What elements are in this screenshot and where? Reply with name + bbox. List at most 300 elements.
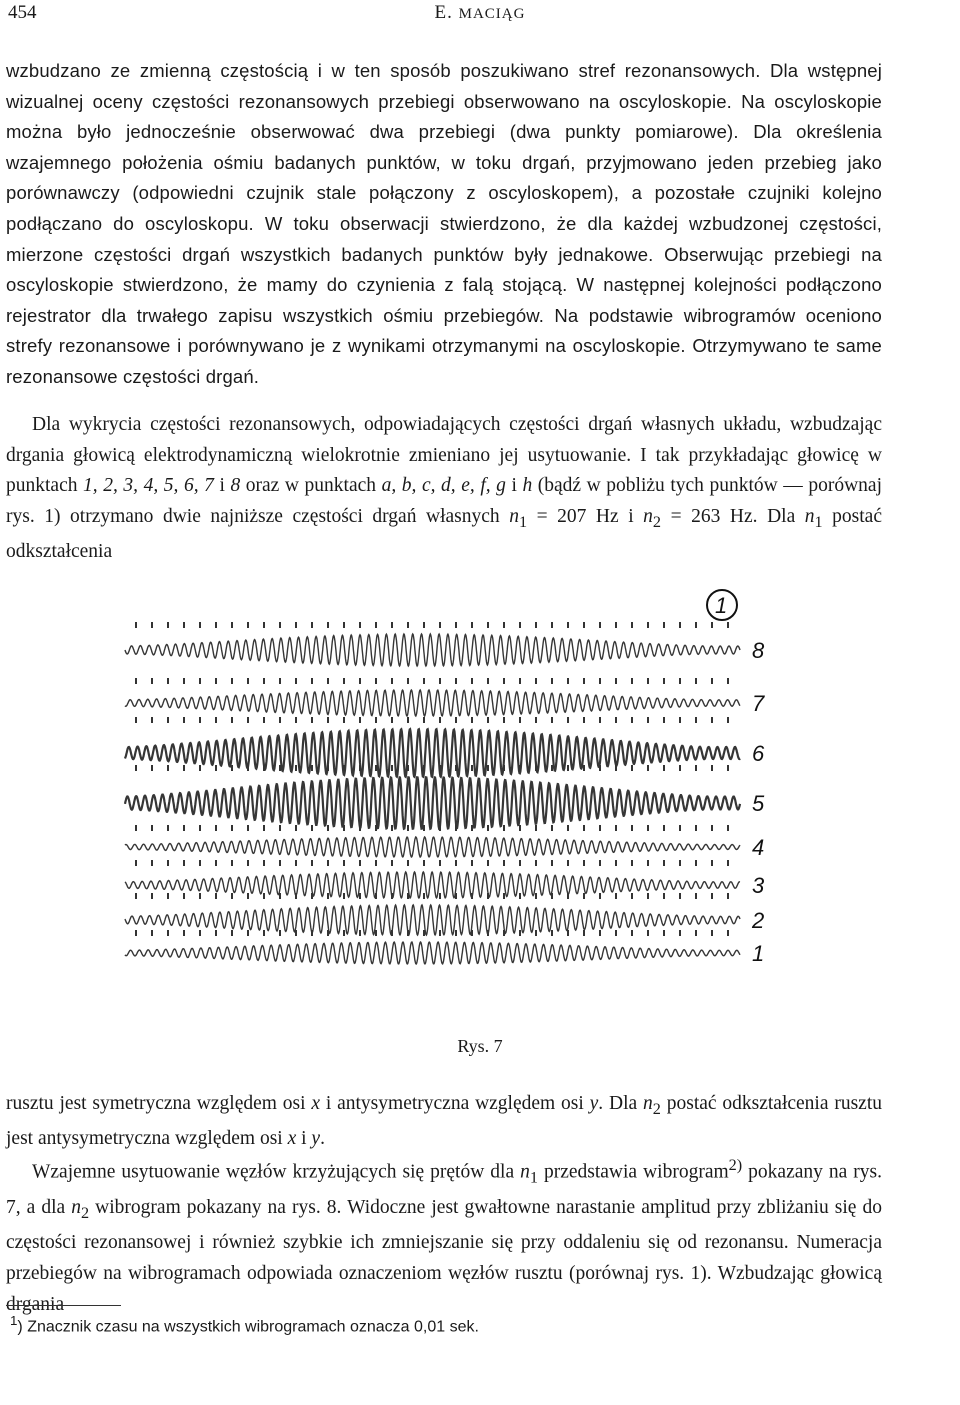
time-mark	[327, 893, 329, 899]
time-mark	[727, 622, 729, 628]
time-mark	[679, 893, 681, 899]
time-mark	[647, 860, 649, 866]
trace-label: 7	[752, 691, 765, 716]
time-mark	[407, 825, 409, 831]
time-mark	[519, 860, 521, 866]
time-mark	[423, 678, 425, 684]
time-mark	[455, 930, 457, 936]
time-mark	[279, 622, 281, 628]
time-mark	[407, 765, 409, 771]
time-mark	[407, 860, 409, 866]
footnote-mark: 1	[10, 1313, 18, 1328]
time-mark	[599, 717, 601, 723]
time-mark	[391, 622, 393, 628]
time-mark	[151, 765, 153, 771]
time-mark	[183, 622, 185, 628]
time-mark	[423, 717, 425, 723]
time-mark	[359, 678, 361, 684]
time-mark	[135, 930, 137, 936]
time-mark	[551, 825, 553, 831]
time-mark	[327, 860, 329, 866]
paragraph-nodes	[6, 1150, 882, 1320]
time-mark	[711, 717, 713, 723]
time-mark	[247, 893, 249, 899]
time-mark	[263, 930, 265, 936]
time-mark	[503, 930, 505, 936]
time-mark	[423, 860, 425, 866]
time-mark	[647, 678, 649, 684]
time-mark	[247, 678, 249, 684]
time-mark	[631, 678, 633, 684]
time-mark	[375, 825, 377, 831]
time-mark	[295, 717, 297, 723]
time-mark	[359, 622, 361, 628]
paragraph-oscilloscope	[6, 56, 882, 393]
time-mark	[391, 717, 393, 723]
time-mark	[647, 893, 649, 899]
time-mark	[535, 825, 537, 831]
time-mark	[391, 930, 393, 936]
time-mark	[711, 825, 713, 831]
time-mark	[615, 765, 617, 771]
time-mark	[199, 765, 201, 771]
time-mark	[247, 930, 249, 936]
time-mark	[647, 622, 649, 628]
time-mark	[455, 678, 457, 684]
time-mark	[167, 825, 169, 831]
time-mark	[247, 860, 249, 866]
time-mark	[167, 930, 169, 936]
time-mark	[471, 825, 473, 831]
time-mark	[631, 825, 633, 831]
time-mark	[263, 765, 265, 771]
time-mark	[311, 825, 313, 831]
time-mark	[183, 930, 185, 936]
time-mark	[183, 893, 185, 899]
trace-label: 2	[752, 908, 765, 933]
time-mark	[663, 893, 665, 899]
time-mark	[247, 622, 249, 628]
time-mark	[727, 930, 729, 936]
time-mark	[711, 765, 713, 771]
time-mark	[727, 825, 729, 831]
time-mark	[279, 717, 281, 723]
time-mark	[503, 860, 505, 866]
time-mark	[295, 825, 297, 831]
time-mark	[135, 825, 137, 831]
time-mark	[647, 825, 649, 831]
vibrogram-figure	[100, 575, 800, 1005]
time-mark	[615, 717, 617, 723]
time-mark	[151, 930, 153, 936]
time-mark	[663, 678, 665, 684]
time-mark	[295, 622, 297, 628]
time-mark	[663, 860, 665, 866]
time-mark	[567, 678, 569, 684]
time-mark	[343, 717, 345, 723]
time-mark	[375, 893, 377, 899]
time-mark	[407, 930, 409, 936]
time-mark	[455, 622, 457, 628]
time-mark	[551, 622, 553, 628]
time-mark	[407, 678, 409, 684]
time-mark	[167, 678, 169, 684]
time-mark	[167, 765, 169, 771]
time-mark	[695, 893, 697, 899]
time-mark	[263, 678, 265, 684]
time-mark	[567, 717, 569, 723]
time-mark	[439, 893, 441, 899]
time-mark	[183, 825, 185, 831]
time-mark	[471, 765, 473, 771]
time-mark	[519, 825, 521, 831]
time-mark	[135, 717, 137, 723]
time-mark	[583, 893, 585, 899]
time-mark	[583, 622, 585, 628]
vibrogram-image	[100, 575, 800, 1005]
time-mark	[567, 893, 569, 899]
time-mark	[359, 717, 361, 723]
time-mark	[311, 930, 313, 936]
time-mark	[551, 930, 553, 936]
time-mark	[487, 717, 489, 723]
time-mark	[359, 893, 361, 899]
time-mark	[263, 717, 265, 723]
time-mark	[407, 622, 409, 628]
time-mark	[359, 825, 361, 831]
time-mark	[679, 930, 681, 936]
time-mark	[327, 678, 329, 684]
time-mark	[151, 860, 153, 866]
footnote	[10, 1313, 479, 1336]
paragraph-symmetry	[6, 1089, 882, 1155]
trace-label: 4	[752, 835, 765, 860]
time-mark	[711, 678, 713, 684]
time-mark	[135, 622, 137, 628]
time-mark	[439, 860, 441, 866]
time-mark	[439, 678, 441, 684]
time-mark	[727, 717, 729, 723]
time-mark	[359, 930, 361, 936]
time-mark	[487, 765, 489, 771]
time-mark	[599, 678, 601, 684]
time-mark	[471, 678, 473, 684]
paragraph-1-text: wzbudzano ze zmienną częstością i w ten sposób poszukiwano stref rezonansowych. Dla wstępnej wizualnej oceny częstości rezonansowych przebiegi obserwowano na oscyloskopie. Na oscyloskopie można było jednocześnie obserwować dwa przebiegi (dwa punkty pomiarowe). Dla określenia wzajemnego położenia ośmiu badanych punktów, w toku drgań, przyjmowano jeden przebieg jako porównawczy (odpowiedni czujnik stale połączony z oscyloskopem), a pozostałe czujniki kolejno podłączano do oscyloskopu. W toku obserwacji stwierdzono, że dla każdej wzbudzonej częstości, mierzone częstości drgań wszystkich badanych punktów były jednakowe. Obserwując przebiegi na oscyloskopie stwierdzono, że mamy do czynienia z falą stojącą. W następnej kolejności podłączono rejestrator dla trwałego zapisu wszystkich ośmiu przebiegów. Na podstawie wibrogramów oceniono strefy rezonansowe i porównywano je z wynikami otrzymanymi na oscyloskopie. Otrzymywano te same rezonansowe częstości drgań.	[6, 60, 882, 387]
time-mark	[679, 678, 681, 684]
time-mark	[311, 717, 313, 723]
time-mark	[359, 765, 361, 771]
time-mark	[631, 893, 633, 899]
time-mark	[343, 860, 345, 866]
time-mark	[151, 893, 153, 899]
time-mark	[247, 717, 249, 723]
time-mark	[439, 717, 441, 723]
time-mark	[263, 622, 265, 628]
time-mark	[199, 930, 201, 936]
time-mark	[663, 825, 665, 831]
time-mark	[663, 765, 665, 771]
time-mark	[599, 765, 601, 771]
time-mark	[711, 930, 713, 936]
time-mark	[375, 860, 377, 866]
paragraph-3-text: rusztu jest symetryczna względem osi x i antysymetryczna względem osi y. Dla $n_2$ postać odkształcenia rusztu jest antysymetryczna względem osi x i y.	[6, 1093, 882, 1150]
time-mark	[151, 717, 153, 723]
time-mark	[135, 678, 137, 684]
trace-label: 3	[752, 873, 765, 898]
trace-label: 5	[752, 791, 765, 816]
time-mark	[567, 860, 569, 866]
time-mark	[711, 893, 713, 899]
footnote-text: ) Znacznik czasu na wszystkich wibrogramach oznacza 0,01 sek.	[17, 1318, 479, 1336]
time-mark	[519, 717, 521, 723]
time-mark	[375, 930, 377, 936]
time-mark	[695, 930, 697, 936]
time-mark	[679, 860, 681, 866]
time-mark	[279, 893, 281, 899]
time-mark	[503, 622, 505, 628]
author-initial: E.	[434, 2, 453, 23]
time-mark	[311, 765, 313, 771]
time-mark	[615, 893, 617, 899]
time-mark	[599, 860, 601, 866]
circled-figure-number-text: 1	[715, 593, 728, 618]
time-mark	[727, 678, 729, 684]
time-mark	[199, 678, 201, 684]
time-mark	[551, 860, 553, 866]
time-mark	[711, 622, 713, 628]
vibrogram-trace	[125, 634, 740, 666]
time-mark	[487, 825, 489, 831]
time-mark	[183, 678, 185, 684]
time-mark	[199, 825, 201, 831]
time-mark	[663, 717, 665, 723]
time-mark	[343, 825, 345, 831]
time-mark	[567, 930, 569, 936]
time-mark	[583, 825, 585, 831]
time-mark	[455, 860, 457, 866]
time-mark	[487, 622, 489, 628]
time-mark	[663, 930, 665, 936]
time-mark	[327, 825, 329, 831]
time-mark	[423, 622, 425, 628]
time-mark	[679, 765, 681, 771]
time-mark	[407, 717, 409, 723]
time-mark	[583, 765, 585, 771]
time-mark	[471, 622, 473, 628]
time-mark	[311, 622, 313, 628]
time-mark	[487, 678, 489, 684]
time-mark	[231, 717, 233, 723]
time-mark	[391, 825, 393, 831]
time-mark	[215, 765, 217, 771]
running-head	[8, 2, 952, 24]
vibrogram-trace	[125, 690, 740, 716]
time-mark	[279, 825, 281, 831]
time-mark	[327, 930, 329, 936]
time-mark	[519, 678, 521, 684]
time-mark	[503, 678, 505, 684]
paragraph-resonance	[6, 410, 882, 568]
time-mark	[295, 678, 297, 684]
time-mark	[535, 622, 537, 628]
time-mark	[231, 825, 233, 831]
time-mark	[407, 893, 409, 899]
time-mark	[215, 678, 217, 684]
time-mark	[199, 622, 201, 628]
time-mark	[727, 765, 729, 771]
time-mark	[455, 765, 457, 771]
time-mark	[231, 622, 233, 628]
time-mark	[295, 893, 297, 899]
page-number: 454	[8, 2, 37, 23]
page-header	[8, 2, 952, 28]
time-mark	[583, 930, 585, 936]
time-mark	[631, 717, 633, 723]
time-mark	[167, 622, 169, 628]
time-mark	[567, 622, 569, 628]
time-mark	[183, 860, 185, 866]
time-mark	[199, 893, 201, 899]
time-mark	[327, 765, 329, 771]
time-mark	[391, 893, 393, 899]
time-mark	[679, 717, 681, 723]
time-mark	[263, 825, 265, 831]
time-mark	[263, 860, 265, 866]
time-mark	[567, 765, 569, 771]
trace-label: 6	[752, 741, 765, 766]
vibrogram-trace	[125, 777, 740, 828]
time-mark	[695, 678, 697, 684]
time-mark	[455, 717, 457, 723]
time-mark	[247, 765, 249, 771]
time-mark	[231, 893, 233, 899]
time-mark	[231, 930, 233, 936]
time-mark	[503, 893, 505, 899]
time-mark	[295, 765, 297, 771]
time-mark	[279, 860, 281, 866]
time-mark	[215, 860, 217, 866]
time-mark	[631, 622, 633, 628]
time-mark	[599, 893, 601, 899]
time-mark	[311, 860, 313, 866]
time-mark	[519, 893, 521, 899]
time-mark	[327, 717, 329, 723]
time-mark	[375, 717, 377, 723]
time-mark	[311, 678, 313, 684]
time-mark	[375, 765, 377, 771]
time-mark	[215, 825, 217, 831]
time-mark	[583, 717, 585, 723]
time-mark	[183, 717, 185, 723]
time-mark	[583, 678, 585, 684]
time-mark	[615, 622, 617, 628]
time-mark	[343, 622, 345, 628]
time-mark	[519, 930, 521, 936]
time-mark	[151, 678, 153, 684]
time-mark	[423, 825, 425, 831]
time-mark	[695, 622, 697, 628]
time-mark	[151, 622, 153, 628]
time-mark	[615, 825, 617, 831]
time-mark	[439, 930, 441, 936]
time-mark	[599, 825, 601, 831]
time-mark	[279, 765, 281, 771]
paragraph-4-text: Wzajemne usytuowanie węzłów krzyżujących się prętów dla $n_1$ przedstawia wibrogram$^{2)}$ pokazany na rys. 7, a dla $n_2$ wibrogram pokazany na rys. 8. Widoczne jest gwałtowne narastanie amplitud przy zbliżaniu się do częstości rezonansowej i również szybkie ich zmniejszanie się przy oddaleniu się od rezonansu. Numeracja przebiegów na wibrogramach odpowiada oznaczeniom węzłów rusztu (porównaj rys. 1). Wzbudzając głowicą drgania	[6, 1156, 882, 1315]
time-mark	[471, 893, 473, 899]
time-mark	[695, 765, 697, 771]
time-mark	[295, 860, 297, 866]
time-mark	[663, 622, 665, 628]
time-mark	[391, 765, 393, 771]
time-mark	[439, 825, 441, 831]
time-mark	[375, 678, 377, 684]
footnote-rule	[6, 1305, 121, 1306]
time-mark	[567, 825, 569, 831]
time-mark	[135, 860, 137, 866]
time-mark	[167, 717, 169, 723]
time-mark	[231, 860, 233, 866]
time-mark	[231, 678, 233, 684]
time-mark	[631, 930, 633, 936]
time-mark	[471, 930, 473, 936]
time-mark	[215, 893, 217, 899]
time-mark	[487, 893, 489, 899]
time-mark	[647, 930, 649, 936]
time-mark	[551, 717, 553, 723]
time-mark	[695, 717, 697, 723]
time-mark	[343, 678, 345, 684]
time-mark	[727, 860, 729, 866]
time-mark	[215, 717, 217, 723]
time-mark	[535, 765, 537, 771]
time-mark	[135, 765, 137, 771]
time-mark	[679, 622, 681, 628]
time-mark	[615, 678, 617, 684]
time-mark	[599, 930, 601, 936]
time-mark	[439, 622, 441, 628]
time-mark	[375, 622, 377, 628]
time-mark	[695, 860, 697, 866]
time-mark	[583, 860, 585, 866]
time-mark	[631, 765, 633, 771]
time-mark	[327, 622, 329, 628]
time-mark	[439, 765, 441, 771]
time-mark	[215, 622, 217, 628]
time-mark	[535, 678, 537, 684]
time-mark	[487, 860, 489, 866]
time-mark	[535, 860, 537, 866]
time-mark	[615, 930, 617, 936]
time-mark	[711, 860, 713, 866]
time-mark	[215, 930, 217, 936]
time-mark	[343, 930, 345, 936]
time-mark	[647, 717, 649, 723]
time-mark	[311, 893, 313, 899]
time-mark	[551, 893, 553, 899]
time-mark	[503, 765, 505, 771]
time-mark	[503, 717, 505, 723]
time-mark	[615, 860, 617, 866]
time-mark	[279, 678, 281, 684]
time-mark	[647, 765, 649, 771]
vibrogram-trace	[125, 837, 740, 857]
time-mark	[199, 860, 201, 866]
time-mark	[199, 717, 201, 723]
time-mark	[167, 860, 169, 866]
time-mark	[695, 825, 697, 831]
time-mark	[535, 930, 537, 936]
time-mark	[727, 893, 729, 899]
